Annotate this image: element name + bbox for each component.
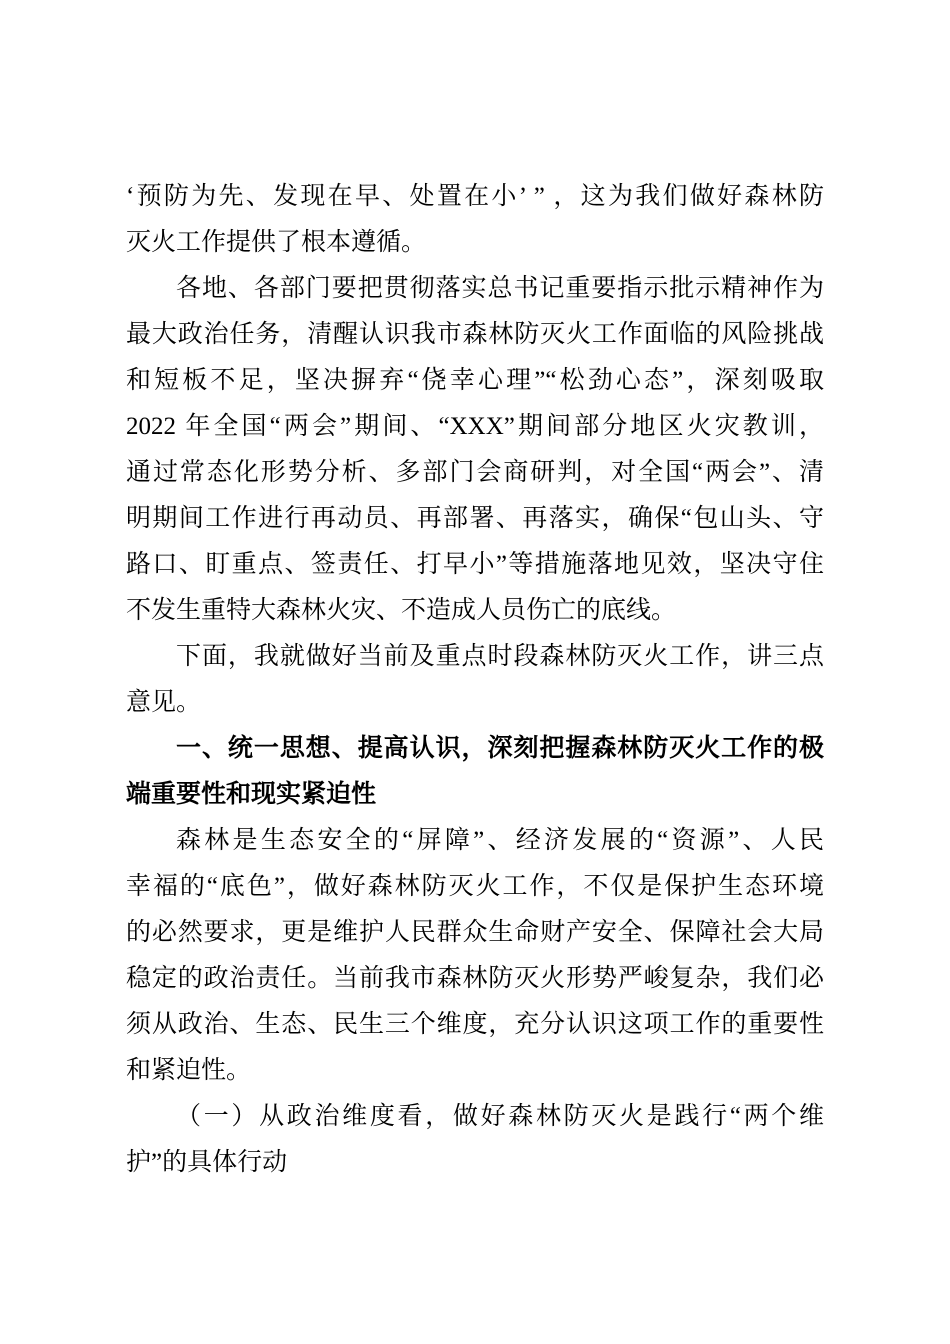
paragraph-forest-importance xyxy=(126,818,824,1094)
text-line: 不发生重特大森林火灾、不造成人员伤亡的底线。 xyxy=(126,597,677,624)
text-line: ‘预防为先、发现在早、处置在小’ ” ，这为我们做好森林防 xyxy=(126,183,824,210)
text-line: 森林是生态安全的“屏障”、经济发展的“资源”、人民 xyxy=(176,827,824,854)
paragraph-continuation xyxy=(126,174,824,266)
heading-line: 一、统一思想、提高认识，深刻把握森林防灭火工作的极 xyxy=(176,735,824,762)
text-line: 灭火工作提供了根本遵循。 xyxy=(126,229,427,256)
text-line: 2022 年全国“两会”期间、“XXX”期间部分地区火灾教训， xyxy=(126,413,824,440)
text-line: 和短板不足，坚决摒弃“侥幸心理”“松劲心态”，深刻吸取 xyxy=(126,367,824,394)
text-line: 明期间工作进行再动员、再部署、再落实，确保“包山头、守 xyxy=(126,505,824,532)
text-line: 幸福的“底色”，做好森林防灭火工作，不仅是保护生态环境 xyxy=(126,873,824,900)
sub-section-heading-1 xyxy=(126,1094,824,1186)
text-line: 路口、盯重点、签责任、打早小”等措施落地见效，坚决守住 xyxy=(126,551,824,578)
text-line: 最大政治任务，清醒认识我市森林防灭火工作面临的风险挑战 xyxy=(126,321,824,348)
heading-line: 端重要性和现实紧迫性 xyxy=(126,781,377,808)
section-heading-1 xyxy=(126,726,824,818)
document-body-text xyxy=(126,174,824,1186)
text-line: 意见。 xyxy=(126,689,202,716)
text-line: 通过常态化形势分析、多部门会商研判，对全国“两会”、清 xyxy=(126,459,824,486)
text-line: 的必然要求，更是维护人民群众生命财产安全、保障社会大局 xyxy=(126,919,824,946)
text-line: 下面，我就做好当前及重点时段森林防灭火工作，讲三点 xyxy=(176,643,824,670)
text-line: 各地、各部门要把贯彻落实总书记重要指示批示精神作为 xyxy=(176,275,824,302)
text-line: 和紧迫性。 xyxy=(126,1057,252,1084)
paragraph-transition xyxy=(126,634,824,726)
heading-line: 护”的具体行动 xyxy=(126,1149,288,1176)
heading-line: （一）从政治维度看，做好森林防灭火是践行“两个维 xyxy=(176,1103,824,1130)
text-line: 须从政治、生态、民生三个维度，充分认识这项工作的重要性 xyxy=(126,1011,824,1038)
text-line: 稳定的政治责任。当前我市森林防灭火形势严峻复杂，我们必 xyxy=(126,965,824,992)
paragraph-directives xyxy=(126,266,824,634)
